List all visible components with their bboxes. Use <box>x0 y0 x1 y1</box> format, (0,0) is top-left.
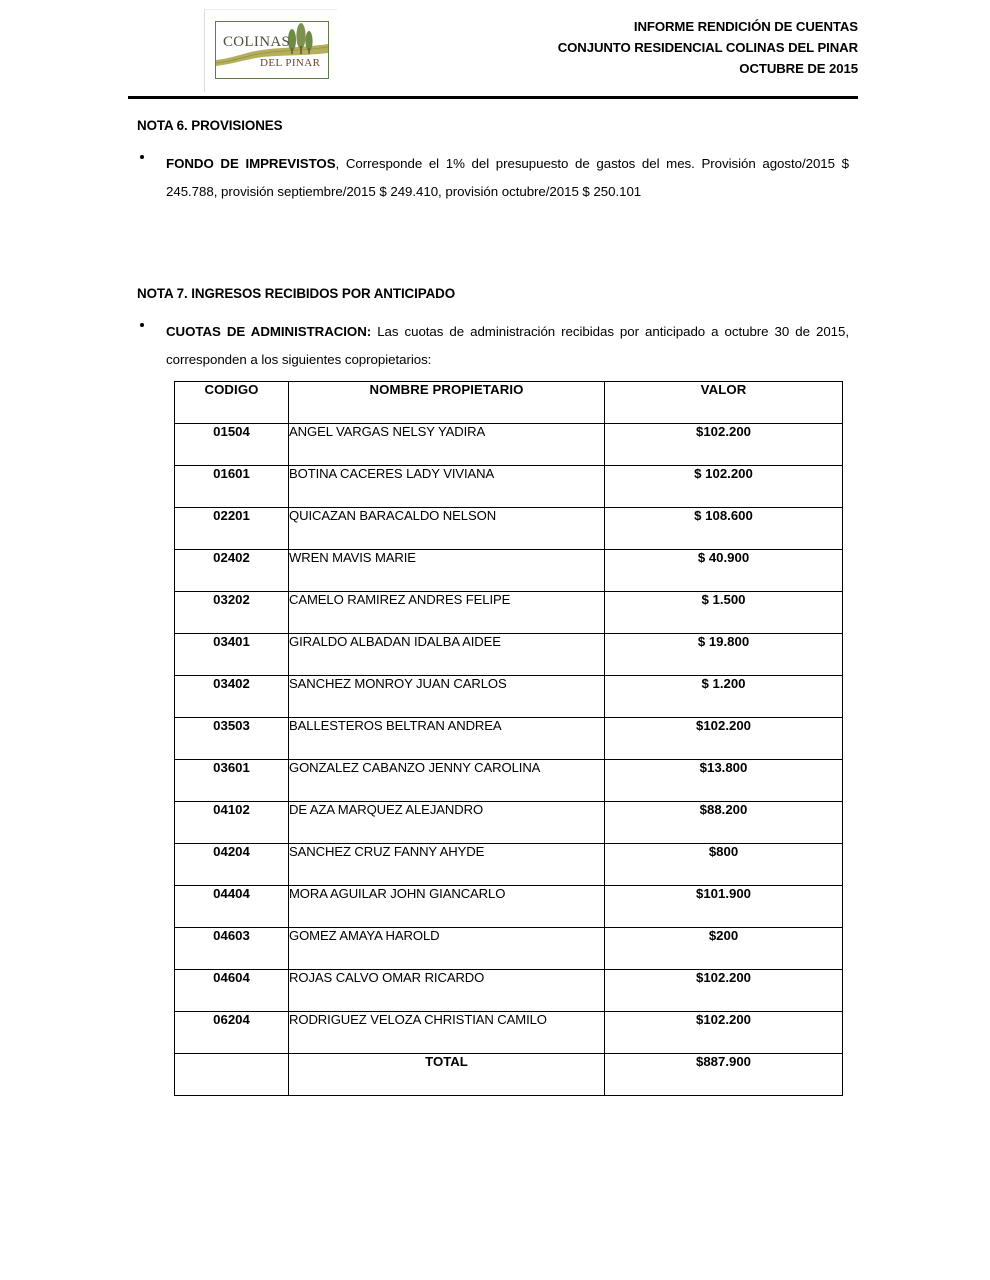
table-row <box>175 550 843 592</box>
nota7-bullet-text <box>166 318 849 374</box>
header-divider-rule <box>128 96 858 99</box>
logo-text-colinas: COLINAS <box>223 34 291 50</box>
cell-codigo: 03402 <box>175 676 289 718</box>
cell-codigo: 03601 <box>175 760 289 802</box>
cell-nombre-propietario: ROJAS CALVO OMAR RICARDO <box>289 970 605 1012</box>
cell-total-label: TOTAL <box>289 1054 605 1096</box>
table-row <box>175 886 843 928</box>
cell-codigo: 03503 <box>175 718 289 760</box>
cuotas-anticipadas-table <box>174 381 843 1096</box>
cell-valor: $ 40.900 <box>605 550 843 592</box>
cell-nombre-propietario: RODRIGUEZ VELOZA CHRISTIAN CAMILO <box>289 1012 605 1054</box>
nota7-bullet-body: Las cuotas de administración recibidas por anticipado a octubre 30 de 2015, corresponden a los siguientes copropietarios: <box>166 324 849 367</box>
cell-nombre-propietario: ANGEL VARGAS NELSY YADIRA <box>289 424 605 466</box>
table-row <box>175 466 843 508</box>
cell-codigo: 04404 <box>175 886 289 928</box>
cell-valor: $200 <box>605 928 843 970</box>
table-row <box>175 844 843 886</box>
cell-nombre-propietario: GOMEZ AMAYA HAROLD <box>289 928 605 970</box>
cell-codigo: 03401 <box>175 634 289 676</box>
cell-valor: $ 1.200 <box>605 676 843 718</box>
header-title-block <box>338 16 858 79</box>
nota6-bullet-body: , Corresponde el 1% del presupuesto de gastos del mes. Provisión agosto/2015 $ 245.788, provisión septiembre/2015 $ 249.410, provisión octubre/2015 $ 250.101 <box>166 156 849 199</box>
cuotas-anticipadas-table-wrapper <box>174 381 842 1096</box>
cell-valor: $101.900 <box>605 886 843 928</box>
cell-valor: $13.800 <box>605 760 843 802</box>
header-title-line-3: OCTUBRE DE 2015 <box>739 61 858 76</box>
nota6-bullet-item <box>137 150 849 206</box>
cell-total-valor: $887.900 <box>605 1054 843 1096</box>
cell-total-empty <box>175 1054 289 1096</box>
table-row <box>175 802 843 844</box>
nota7-bullet-label: CUOTAS DE ADMINISTRACION: <box>166 324 372 339</box>
cell-codigo: 04604 <box>175 970 289 1012</box>
nota6-bullet-text <box>166 150 849 206</box>
document-header <box>128 6 858 92</box>
cell-valor: $ 102.200 <box>605 466 843 508</box>
cell-valor: $102.200 <box>605 718 843 760</box>
cell-nombre-propietario: BALLESTEROS BELTRAN ANDREA <box>289 718 605 760</box>
cell-codigo: 02402 <box>175 550 289 592</box>
table-row <box>175 592 843 634</box>
cell-valor: $102.200 <box>605 970 843 1012</box>
cell-codigo: 04102 <box>175 802 289 844</box>
colinas-del-pinar-logo <box>215 21 329 79</box>
bullet-dot-icon <box>140 155 144 159</box>
cell-codigo: 02201 <box>175 508 289 550</box>
cell-codigo: 03202 <box>175 592 289 634</box>
column-header-valor: VALOR <box>605 382 843 424</box>
cell-nombre-propietario: CAMELO RAMIREZ ANDRES FELIPE <box>289 592 605 634</box>
table-row <box>175 718 843 760</box>
cell-codigo: 04204 <box>175 844 289 886</box>
logo-text-del-pinar: DEL PINAR <box>260 57 321 69</box>
cell-nombre-propietario: SANCHEZ CRUZ FANNY AHYDE <box>289 844 605 886</box>
cell-nombre-propietario: BOTINA CACERES LADY VIVIANA <box>289 466 605 508</box>
nota6-heading: NOTA 6. PROVISIONES <box>137 118 283 133</box>
table-total-row <box>175 1054 843 1096</box>
cell-valor: $88.200 <box>605 802 843 844</box>
cell-valor: $102.200 <box>605 1012 843 1054</box>
cell-valor: $102.200 <box>605 424 843 466</box>
nota7-heading: NOTA 7. INGRESOS RECIBIDOS POR ANTICIPADO <box>137 286 456 301</box>
cell-nombre-propietario: GONZALEZ CABANZO JENNY CAROLINA <box>289 760 605 802</box>
table-row <box>175 424 843 466</box>
table-row <box>175 970 843 1012</box>
header-title-line-2: CONJUNTO RESIDENCIAL COLINAS DEL PINAR <box>557 40 858 55</box>
cell-valor: $800 <box>605 844 843 886</box>
cell-valor: $ 1.500 <box>605 592 843 634</box>
cell-valor: $ 108.600 <box>605 508 843 550</box>
bullet-dot-icon <box>140 323 144 327</box>
cell-codigo: 01601 <box>175 466 289 508</box>
cell-codigo: 04603 <box>175 928 289 970</box>
cell-nombre-propietario: SANCHEZ MONROY JUAN CARLOS <box>289 676 605 718</box>
table-head <box>175 382 843 424</box>
cell-nombre-propietario: MORA AGUILAR JOHN GIANCARLO <box>289 886 605 928</box>
cell-nombre-propietario: WREN MAVIS MARIE <box>289 550 605 592</box>
header-title-line-1: INFORME RENDICIÓN DE CUENTAS <box>633 19 858 34</box>
table-row <box>175 1012 843 1054</box>
table-body <box>175 424 843 1096</box>
table-row <box>175 928 843 970</box>
cell-valor: $ 19.800 <box>605 634 843 676</box>
nota6-bullet-label: FONDO DE IMPREVISTOS <box>166 156 336 171</box>
cell-codigo: 01504 <box>175 424 289 466</box>
table-row <box>175 634 843 676</box>
table-row <box>175 676 843 718</box>
column-header-nombre-propietario: NOMBRE PROPIETARIO <box>289 382 605 424</box>
table-header-row <box>175 382 843 424</box>
nota7-bullet-item <box>137 318 849 374</box>
logo-container <box>204 9 337 92</box>
cell-nombre-propietario: GIRALDO ALBADAN IDALBA AIDEE <box>289 634 605 676</box>
cell-nombre-propietario: QUICAZAN BARACALDO NELSON <box>289 508 605 550</box>
cell-codigo: 06204 <box>175 1012 289 1054</box>
cell-nombre-propietario: DE AZA MARQUEZ ALEJANDRO <box>289 802 605 844</box>
table-row <box>175 508 843 550</box>
column-header-codigo: CODIGO <box>175 382 289 424</box>
table-row <box>175 760 843 802</box>
